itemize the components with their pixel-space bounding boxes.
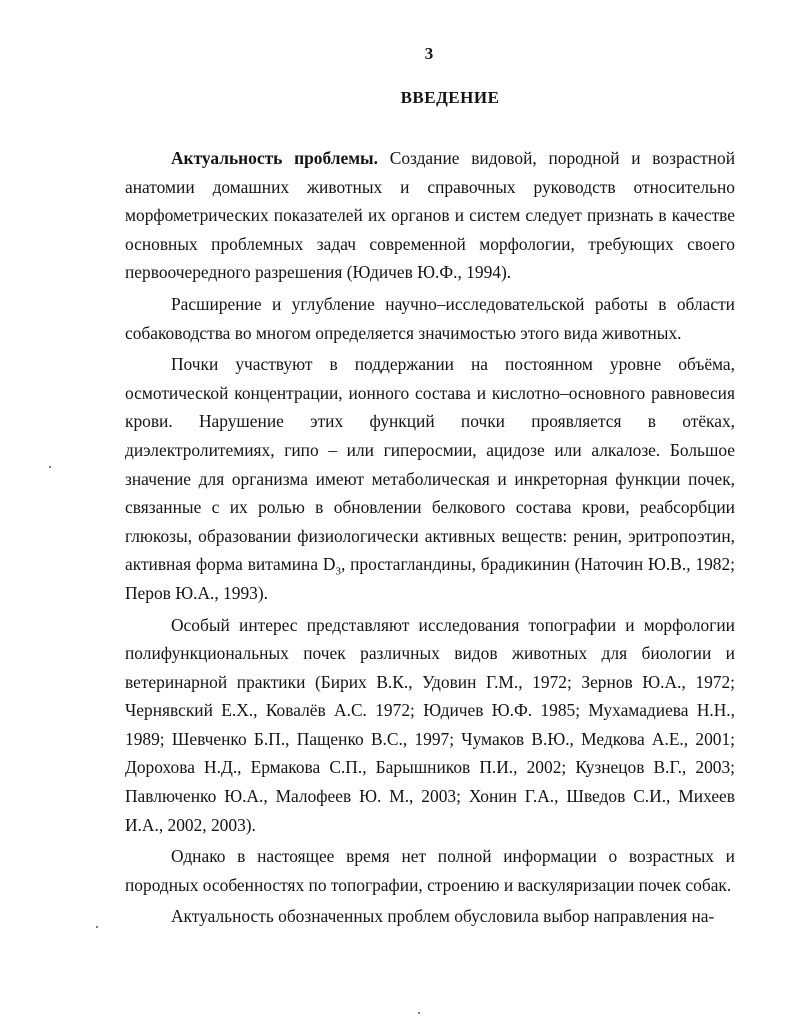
paragraph-information-gap: Однако в настоящее время нет полной информации о возрастных и породных особенностях по топографии, строению и васкуляризации почек собак. — [125, 846, 735, 895]
scan-speck — [418, 1012, 420, 1014]
page-number: 3 — [424, 44, 434, 63]
paragraph-text: , простагландины, брадикинин (Наточин Ю.В., 1982; Перов Ю.А., 1993). — [125, 554, 735, 603]
scan-speck — [96, 926, 98, 928]
scan-speck — [49, 466, 51, 468]
paragraph-research-interest: Особый интерес представляют исследования топографии и морфологии полифункциональных почек различных видов животных для биологии и ветеринарной практики (Бирих В.К., Удовин Г.М., 1972; Зернов Ю.А., 1972; Чернявский Е.Х., Ковалёв А.С. 1972; Юдичев Ю.Ф. 1985; Мухамадиева Н.Н., 1989; Шевченко Б.П., Пащенко В.С., 1997; Чумаков В.Ю., Медкова А.Е., 2001; Дорохова Н.Д., Ермакова С.П., Барышников П.И., 2002; Кузнецов В.Г., 2003; Павлюченко Ю.А., Малофеев Ю. М., 2003; Хонин Г.А., Шведов С.И., Михеев И.А., 2002, 2003). — [125, 614, 735, 835]
section-heading: ВВЕДЕНИЕ — [400, 88, 500, 107]
paragraph-text: Почки участвуют в поддержании на постоянном уровне объёма, осмотической концентрации, ионного состава и кислотно–основного равновесия крови. Нарушение этих функций почки проявляется в отёках, диэлектролитемиях, гипо – или гиперосмии, ацидозе или алкалозе. Большое значение для организма имеют метаболическая и инкреторная функции почек, связанные с их ролью в обновлении белкового состава крови, реабсорбции глюкозы, образовании физиологически активных веществ: ренин, эритропоэтин, активная форма витамина D — [125, 354, 735, 575]
body-text — [125, 144, 735, 934]
paragraph-dog-breeding: Расширение и углубление научно–исследовательской работы в области собаководства во многом определяется значимостью этого вида животных. — [125, 293, 735, 343]
subscript: 3 — [335, 565, 341, 578]
paragraph-kidney-function — [125, 350, 735, 607]
paragraph-relevance — [125, 144, 735, 287]
paragraph-lead: Актуальность проблемы. — [171, 148, 378, 168]
paragraph-direction-choice: Актуальность обозначенных проблем обусловила выбор направления на- — [171, 906, 715, 927]
paragraph-text: Создание видовой, породной и возрастной анатомии домашних животных и справочных руководств относительно морфометрических показателей их органов и систем следует признать в качестве основных проблемных задач современной морфологии, требующих своего первоочередного разрешения (Юдичев Ю.Ф., 1994). — [125, 148, 736, 283]
